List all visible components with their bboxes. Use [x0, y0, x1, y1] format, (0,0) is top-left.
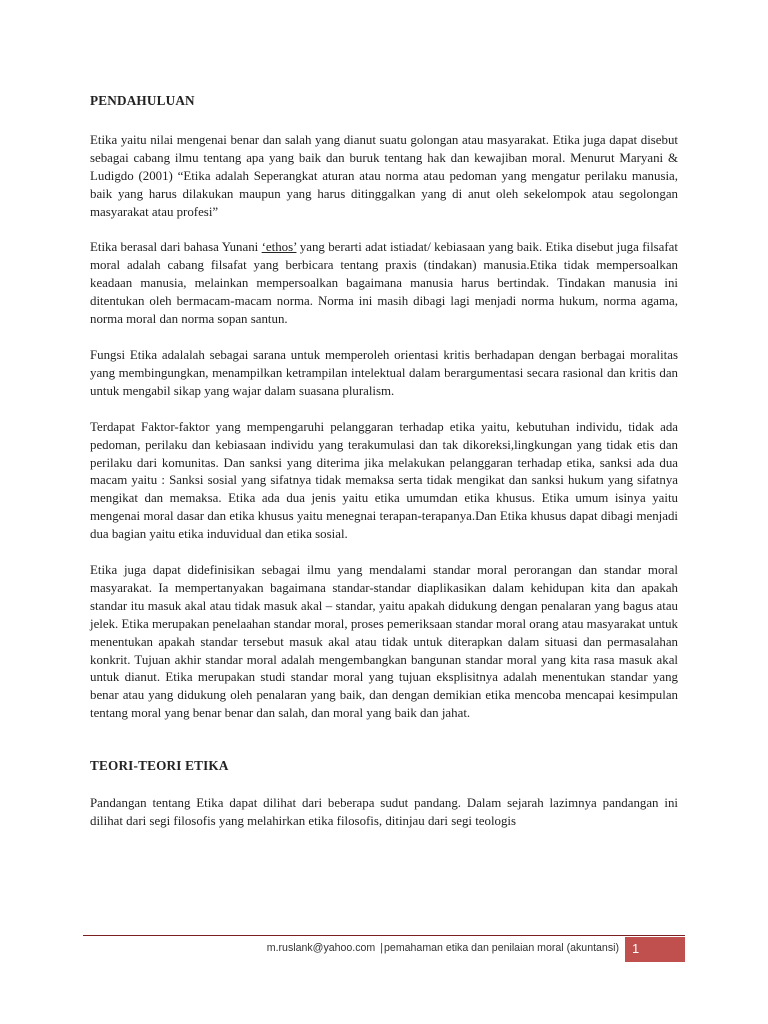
ethos-term: ‘ethos’ — [261, 240, 297, 255]
page-footer — [83, 935, 685, 962]
section-heading-pendahuluan: PENDAHULUAN — [90, 93, 195, 108]
paragraph-5: Etika juga dapat didefinisikan sebagai ilmu yang mendalami standar moral perorangan dan standar moral masyarakat. Ia mempertanyakan bagaimana standar-standar diaplikasikan dalam kehidupan kita dan apakah standar itu masuk akal atau tidak masuk akal – standar, yaitu apakah didukung dengan penalaran yang bagus atau jelek. Etika merupakan penelaahan standar moral, proses pemeriksaan standar moral orang atau masyarakat untuk menentukan apakah standar tersebut masuk akal atau tidak untuk diterapkan dalam situasi dan permasalahan konkrit. Tujuan akhir standar moral adalah mengembangkan bangunan standar moral yang kita rasa masuk akal untuk dianut. Etika merupakan studi standar moral yang tujuan eksplisitnya adalah menentukan standar yang benar atau yang didukung oleh penalaran yang baik, dan dengan demikian etika mencoba mencapai kesimpulan tentang moral yang benar benar dan salah, dan moral yang baik dan jahat. — [90, 563, 678, 721]
footer-separator: | — [380, 942, 384, 954]
footer-title: pemahaman etika dan penilaian moral (akuntansi) — [384, 942, 619, 954]
footer-email: m.ruslank@yahoo.com — [266, 942, 376, 954]
page-number-box — [625, 937, 685, 962]
paragraph-4: Terdapat Faktor-faktor yang mempengaruhi pelanggaran terhadap etika yaitu, kebutuhan individu, tidak ada pedoman, perilaku dan kebiasaan individu yang terakumulasi dan tak dikoreksi,lingkungan yang tidak etis dan perilaku dari komunitas. Dan sanksi yang diterima jika melakukan pelanggaran terhadap etika, sanksi ada dua macam yaitu : Sanksi sosial yang sifatnya tidak memaksa serta tidak mengikat dan sanksi hukum yang sifatnya mengikat dan memaksa. Etika ada dua jenis yaitu etika umumdan etika khusus. Etika umum isinya yaitu mengenai moral dasar dan etika khusus yaitu menegnai terapan-terapanya.Dan Etika khusus dapat dibagi menjadi dua bagian yaitu etika induvidual dan etika sosial. — [90, 419, 678, 542]
paragraph-6: Pandangan tentang Etika dapat dilihat dari beberapa sudut pandang. Dalam sejarah lazimnya pandangan ini dilihat dari segi filosofis yang melahirkan etika filosofis, ditinjau dari segi teologis — [90, 796, 678, 828]
paragraph-1: Etika yaitu nilai mengenai benar dan salah yang dianut suatu golongan atau masyarakat. Etika juga dapat disebut sebagai cabang ilmu tentang apa yang baik dan buruk tentang hak dan kewajiban moral. Menurut Maryani & Ludigdo (2001) “Etika adalah Seperangkat aturan atau norma atau pedoman yang mengatur perilaku manusia, baik yang harus dilakukan maupun yang harus ditinggalkan yang di anut oleh sekelompok atau segolongan masyarakat atau profesi” — [90, 132, 678, 219]
document-body — [90, 92, 678, 849]
footer-text — [267, 942, 619, 954]
paragraph-2-text-a: Etika berasal dari bahasa Yunani — [90, 240, 262, 255]
paragraph-3: Fungsi Etika adalalah sebagai sarana untuk memperoleh orientasi kritis berhadapan dengan berbagai moralitas yang membingungkan, menampilkan ketrampilan intelektual dalam berargumentasi secara rasional dan kritis dan untuk mengabil sikap yang wajar dalam suasana pluralism. — [90, 347, 678, 398]
paragraph-2-text-b: yang berarti adat istiadat/ kebiasaan yang baik. Etika disebut juga filsafat moral adalah cabang filsafat yang berbicara tentang praxis (tindakan) manusia.Etika tidak mempersoalkan keadaan manusia, melainkan mempersoalkan bagaimana manusia harus bertindak. Tindakan manusia ini ditentukan oleh bermacam-macam norma. Norma ini masih dibagi lagi menjadi norma hukum, norma agama, norma moral dan norma sopan santun. — [90, 240, 678, 327]
section-heading-teori-etika: TEORI-TEORI ETIKA — [90, 758, 229, 774]
paragraph-2 — [90, 239, 678, 329]
page-number: 1 — [632, 941, 640, 956]
